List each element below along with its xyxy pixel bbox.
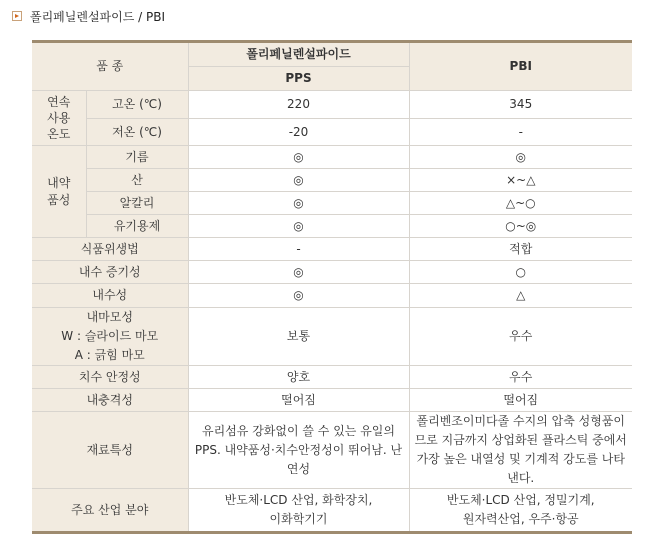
alkali-pps: ◎ [188, 192, 409, 215]
page-title: 폴리페닐렌설파이드 / PBI [30, 9, 166, 24]
table-row [32, 91, 632, 119]
impact-pps: 떨어짐 [188, 389, 409, 412]
table-row [32, 308, 632, 366]
industry-pps-line-1: 반도체·LCD 산업, 화학장치, [224, 493, 373, 507]
dim-pbi: 우수 [409, 366, 632, 389]
steam-pps: ◎ [188, 261, 409, 284]
dim-label: 치수 안정성 [32, 366, 188, 389]
water-pps: ◎ [188, 284, 409, 308]
solvent-pps: ◎ [188, 215, 409, 238]
wear-label-line-2: W : 슬라이드 마모 [61, 329, 159, 343]
industry-pbi-line-1: 반도체·LCD 산업, 정밀기계, [446, 493, 595, 507]
spec-table [32, 40, 632, 534]
industry-label: 주요 산업 분야 [32, 489, 188, 533]
oil-label: 기름 [86, 146, 188, 169]
wear-pbi: 우수 [409, 308, 632, 366]
oil-pbi: ◎ [409, 146, 632, 169]
high-temp-label: 고온 (℃) [86, 91, 188, 119]
table-row [32, 169, 632, 192]
impact-label: 내충격성 [32, 389, 188, 412]
solvent-pbi: ○~◎ [409, 215, 632, 238]
wear-label-line-3: A : 긁힘 마모 [74, 348, 145, 362]
impact-pbi: 떨어짐 [409, 389, 632, 412]
alkali-pbi: △~○ [409, 192, 632, 215]
wear-label [32, 308, 188, 366]
low-temp-pbi: - [409, 119, 632, 146]
low-temp-pps: -20 [188, 119, 409, 146]
industry-pbi-line-2: 원자력산업, 우주·항공 [462, 512, 579, 526]
water-pbi: △ [409, 284, 632, 308]
cont-temp-label: 연속 사용 온도 [32, 91, 86, 146]
table-row [32, 215, 632, 238]
dim-pps: 양호 [188, 366, 409, 389]
header-pbi: PBI [409, 42, 632, 91]
food-label: 식품위생법 [32, 238, 188, 261]
high-temp-pbi: 345 [409, 91, 632, 119]
material-label: 재료특성 [32, 412, 188, 489]
wear-label-line-1: 내마모성 [86, 310, 133, 324]
food-pps: - [188, 238, 409, 261]
industry-pbi [409, 489, 632, 533]
wear-pps: 보통 [188, 308, 409, 366]
oil-pps: ◎ [188, 146, 409, 169]
steam-pbi: ○ [409, 261, 632, 284]
high-temp-pps: 220 [188, 91, 409, 119]
table-row [32, 366, 632, 389]
food-pbi: 적합 [409, 238, 632, 261]
material-pps: 유리섬유 강화없이 쓸 수 있는 유일의 PPS. 내약품성·치수안정성이 뛰어남. 난연성 [188, 412, 409, 489]
material-pbi: 폴리벤조이미다졸 수지의 압축 성형품이므로 지금까지 상업화된 플라스틱 중에서 가장 높은 내열성 및 기계적 강도를 나타낸다. [409, 412, 632, 489]
acid-pbi: ×~△ [409, 169, 632, 192]
industry-pps-line-2: 이화학기기 [269, 512, 328, 526]
table-row [32, 238, 632, 261]
header-pps: PPS [188, 67, 409, 91]
table-row [32, 389, 632, 412]
table-row [32, 119, 632, 146]
table-row [32, 146, 632, 169]
table-row [32, 192, 632, 215]
table-row [32, 284, 632, 308]
acid-pps: ◎ [188, 169, 409, 192]
header-item: 품 종 [32, 42, 188, 91]
table-row [32, 412, 632, 489]
alkali-label: 알칼리 [86, 192, 188, 215]
industry-pps [188, 489, 409, 533]
steam-label: 내수 증기성 [32, 261, 188, 284]
chem-label: 내약 품성 [32, 146, 86, 238]
water-label: 내수성 [32, 284, 188, 308]
acid-label: 산 [86, 169, 188, 192]
solvent-label: 유기용제 [86, 215, 188, 238]
low-temp-label: 저온 (℃) [86, 119, 188, 146]
table-row [32, 489, 632, 533]
arrow-bullet-icon [12, 11, 22, 21]
header-pps-group: 폴리페닐렌설파이드 [188, 42, 409, 67]
table-row [32, 261, 632, 284]
page-heading [12, 8, 165, 24]
